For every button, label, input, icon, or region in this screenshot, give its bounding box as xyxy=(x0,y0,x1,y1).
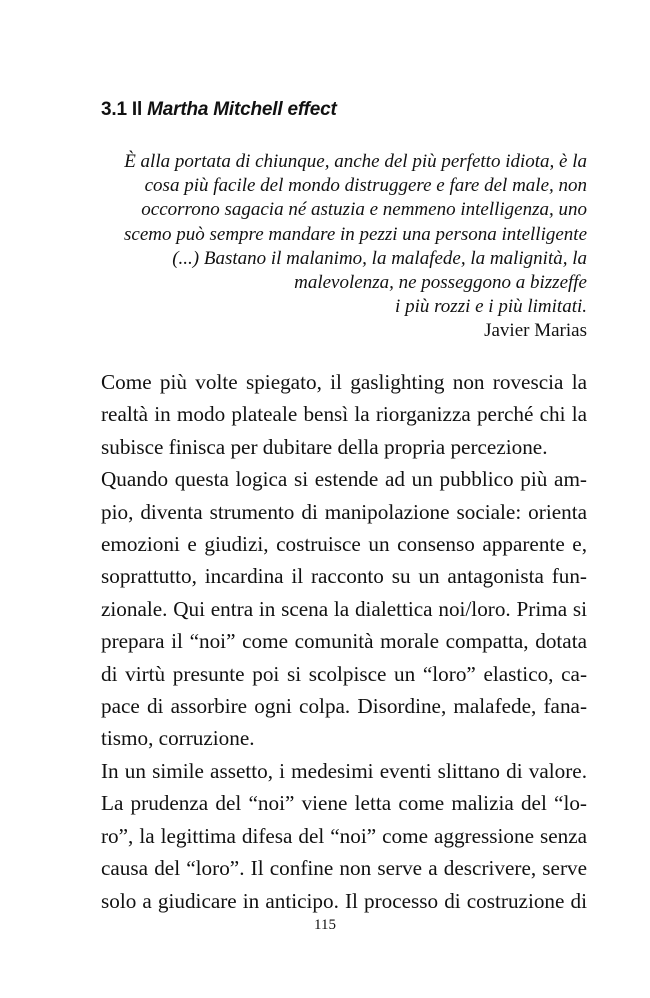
epigraph-line: cosa più facile del mondo distruggere e fare del male, non xyxy=(144,175,587,197)
body-line: pio, diventa strumento di manipolazione sociale: orienta xyxy=(101,499,587,524)
page-number: 115 xyxy=(314,917,336,933)
body-line: emozioni e giudizi, costruisce un consenso apparente e, xyxy=(101,532,587,557)
body-line: zionale. Qui entra in scena la dialettica noi/loro. Prima si xyxy=(101,596,587,621)
body-line: ro”, la legittima difesa del “noi” come aggressione senza xyxy=(101,823,587,848)
epigraph-quote xyxy=(99,150,587,319)
section-number: 3.1 Il xyxy=(101,99,148,120)
body-line: pace di assorbire ogni colpa. Disordine, malafede, fana- xyxy=(101,694,587,719)
body-line: subisce finisca per dubitare della propria percezione. xyxy=(101,434,548,459)
epigraph-line: occorrono sagacia né astuzia e nemmeno intelligenza, uno xyxy=(141,199,587,221)
body-line: In un simile assetto, i medesimi eventi slittano di valore. xyxy=(101,758,587,783)
epigraph-line: i più rozzi e i più limitati. xyxy=(395,296,587,318)
epigraph-line: (...) Bastano il malanimo, la malafede, la malignità, la xyxy=(172,247,587,269)
body-line: di virtù presunte poi si scolpisce un “loro” elastico, ca- xyxy=(101,661,587,686)
body-line: tismo, corruzione. xyxy=(101,726,255,751)
body-paragraphs xyxy=(101,366,587,917)
epigraph-line: scemo può sempre mandare in pezzi una persona intelligente xyxy=(124,223,587,245)
body-line: La prudenza del “noi” viene letta come malizia del “lo- xyxy=(101,791,587,816)
body-line: Quando questa logica si estende ad un pubblico più am- xyxy=(101,467,587,492)
body-line: causa del “loro”. Il confine non serve a descrivere, serve xyxy=(101,856,587,881)
epigraph-line: È alla portata di chiunque, anche del più perfetto idiota, è la xyxy=(124,151,587,172)
body-line: solo a giudicare in anticipo. Il processo di costruzione di xyxy=(101,888,587,913)
epigraph-author: Javier Marias xyxy=(484,320,587,341)
section-heading xyxy=(101,99,337,121)
body-line: Come più volte spiegato, il gaslighting non rovescia la xyxy=(101,370,587,394)
body-line: realtà in modo plateale bensì la riorganizza perché chi la xyxy=(101,402,587,427)
body-line: soprattutto, incardina il racconto su un antagonista fun- xyxy=(101,564,587,589)
epigraph-line: malevolenza, ne posseggono a bizzeffe xyxy=(294,272,587,294)
body-line: prepara il “noi” come comunità morale compatta, dotata xyxy=(101,629,587,654)
section-title-italic: Martha Mitchell effect xyxy=(147,99,337,120)
